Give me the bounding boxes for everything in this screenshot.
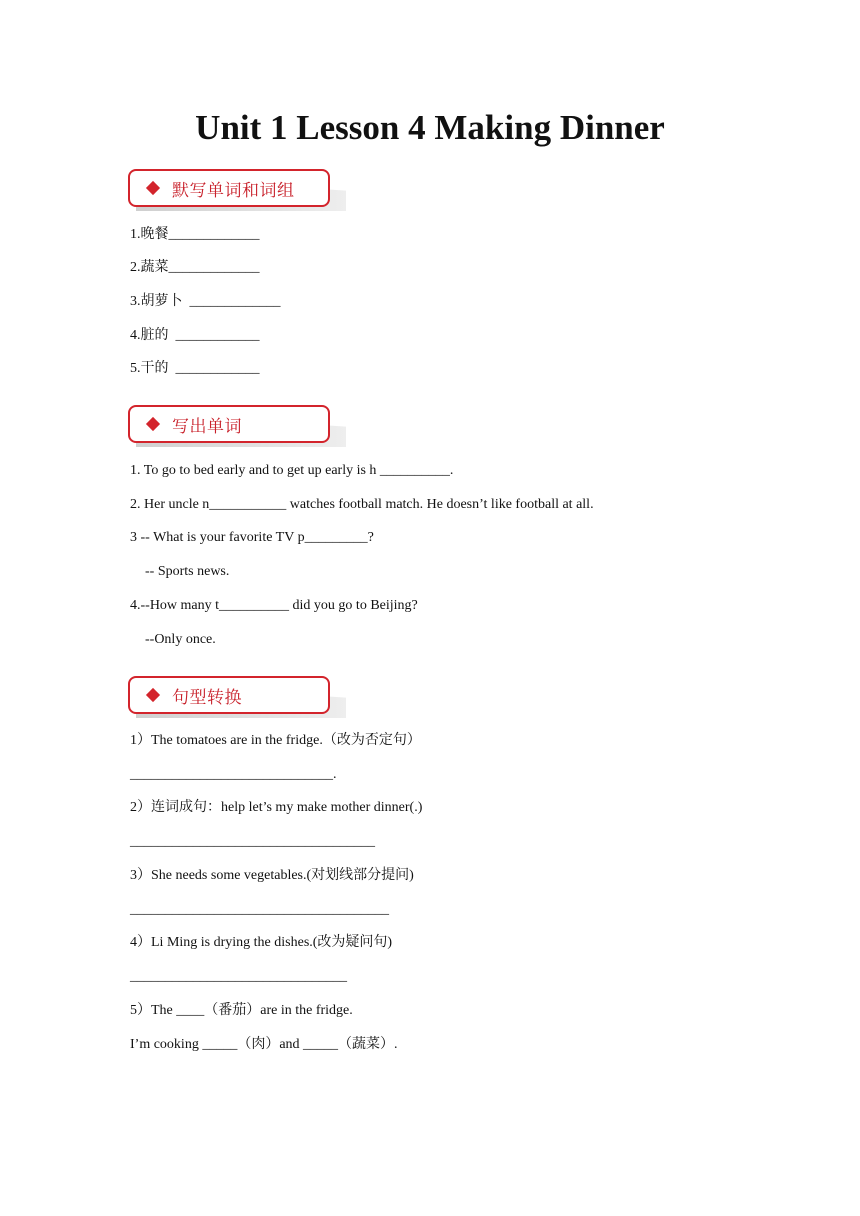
- section-heading: 默写单词和词组: [172, 180, 295, 201]
- exercise-line: 3 -- What is your favorite TV p_________?: [130, 530, 374, 545]
- exercise-line: 2）连词成句：help let’s my make mother dinner(.): [130, 800, 423, 815]
- exercise-line: -- Sports news.: [145, 564, 230, 579]
- diamond-icon: [146, 181, 160, 195]
- page-title: Unit 1 Lesson 4 Making Dinner: [195, 108, 665, 147]
- answer-line: ___________________________________: [130, 834, 375, 849]
- exercise-line: 1.晚餐_____________: [130, 227, 260, 242]
- exercise-line: 4）Li Ming is drying the dishes.(改为疑问句): [130, 935, 393, 950]
- exercise-line: 3）She needs some vegetables.(对划线部分提问): [130, 868, 414, 883]
- exercise-line: 1. To go to bed early and to get up early is h __________.: [130, 463, 454, 478]
- answer-line: _______________________________: [130, 969, 347, 984]
- exercise-line: 2. Her uncle n___________ watches football match. He doesn’t like football at all.: [130, 497, 594, 512]
- section-heading: 句型转换: [172, 687, 242, 708]
- exercise-line: 2.蔬菜_____________: [130, 260, 260, 275]
- section-heading: 写出单词: [172, 416, 242, 437]
- banner-box: [128, 676, 330, 714]
- exercise-line: 3.胡萝卜 _____________: [130, 294, 281, 309]
- exercise-line: 1）The tomatoes are in the fridge.（改为否定句）: [130, 733, 421, 748]
- section-banner-write-words: [128, 405, 350, 453]
- diamond-icon: [146, 688, 160, 702]
- section-banner-dictation: [128, 169, 350, 217]
- exercise-line: 5）The ____（番茄）are in the fridge.: [130, 1003, 353, 1018]
- exercise-line: 5.干的 ____________: [130, 361, 260, 376]
- exercise-line: 4.--How many t__________ did you go to Beijing?: [130, 598, 418, 613]
- section-banner-sentence-transform: [128, 676, 350, 724]
- exercise-line: I’m cooking _____（肉）and _____（蔬菜）.: [130, 1037, 398, 1052]
- exercise-line: 4.脏的 ____________: [130, 328, 260, 343]
- banner-box: [128, 405, 330, 443]
- answer-line: _____________________________.: [130, 767, 337, 782]
- diamond-icon: [146, 417, 160, 431]
- exercise-line: --Only once.: [145, 632, 216, 647]
- answer-line: _____________________________________: [130, 902, 389, 917]
- banner-box: [128, 169, 330, 207]
